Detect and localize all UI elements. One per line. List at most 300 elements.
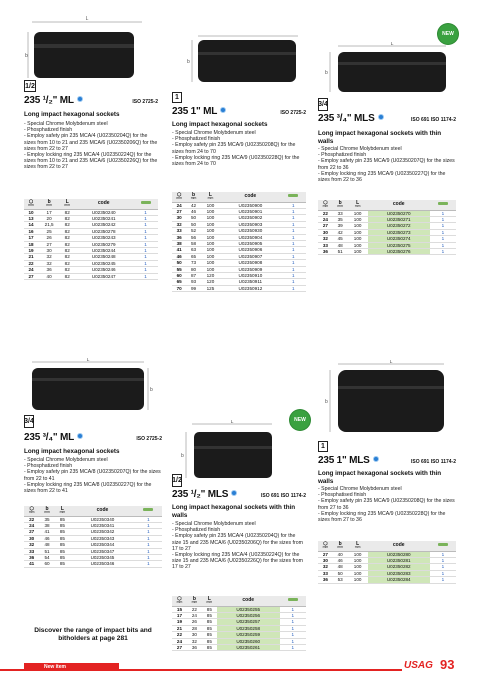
drive-size-badge: 1/2: [24, 80, 36, 92]
stock-cell: 1: [280, 619, 306, 625]
stock-cell: 1: [281, 215, 306, 221]
code-cell: U02350274: [368, 236, 430, 242]
header-unit: mm: [337, 545, 344, 550]
stock-cell: 1: [430, 248, 456, 254]
feature-item: - Phosphatised finish: [318, 492, 367, 499]
stock-cell: 1: [281, 285, 306, 291]
l-cell: 100: [348, 242, 368, 248]
header-symbol: code: [244, 193, 257, 200]
size-cell: 19: [172, 619, 187, 625]
code-cell: U02350270: [368, 210, 430, 216]
stock-cell: 1: [430, 210, 456, 216]
stock-cell: 1: [281, 234, 306, 240]
b-cell: 36: [38, 267, 60, 273]
size-cell: 32: [318, 236, 333, 242]
product-model: 235 ¹/₂" ML: [24, 95, 74, 106]
feature-list: [318, 146, 456, 183]
b-cell: 63: [186, 247, 200, 253]
l-cell: 85: [202, 625, 217, 631]
b-cell: 24: [187, 612, 202, 618]
code-cell: U02350902: [220, 215, 280, 221]
product-model: 235 ³/₄" ML: [24, 432, 75, 443]
l-cell: 100: [201, 266, 220, 272]
b-cell: 48: [39, 542, 54, 548]
l-cell: 100: [201, 253, 220, 259]
feature-item: - Employ safety pin 235 MCA/9 (U02350207Q) for the sizes from 22 to 36: [318, 158, 455, 171]
size-cell: 50: [172, 260, 186, 266]
header-unit: mm: [322, 545, 329, 550]
size-cell: 36: [318, 248, 333, 254]
table-header-row: [318, 541, 456, 551]
product-title: Long impact hexagonal sockets: [172, 121, 268, 128]
size-cell: 22: [24, 260, 38, 266]
size-cell: 30: [172, 215, 186, 221]
socket-drawing-3: [316, 42, 456, 100]
size-cell: 30: [24, 535, 39, 541]
header-symbol: L: [356, 199, 360, 206]
b-cell: 21,5: [38, 222, 60, 228]
stock-cell: 1: [280, 632, 306, 638]
stock-cell: 1: [281, 247, 306, 253]
column-header: [55, 506, 70, 516]
l-cell: 82: [60, 228, 74, 234]
column-header: [430, 200, 456, 210]
promo-text: Discover the range of impact bits and bitholders at page 281: [34, 627, 152, 643]
l-cell: 85: [202, 619, 217, 625]
size-cell: 70: [172, 285, 186, 291]
code-cell: U02350908: [220, 260, 280, 266]
b-cell: 42: [186, 202, 200, 208]
brand-logo: USAG: [404, 660, 433, 671]
l-cell: 100: [201, 221, 220, 227]
new-badge: NEW: [290, 410, 310, 430]
new-item-legend: New item: [24, 663, 119, 671]
table-header-row: [172, 596, 306, 606]
l-cell: 82: [60, 215, 74, 221]
spec-table: [24, 506, 162, 568]
socket-drawing-5: [172, 420, 292, 492]
table-row: [172, 644, 306, 650]
size-cell: 15: [172, 606, 187, 612]
code-cell: U02350248: [74, 254, 133, 260]
drive-size-badge: 1/2: [172, 474, 182, 487]
column-header: [281, 192, 306, 202]
code-cell: U02350912: [220, 285, 280, 291]
b-cell: 39: [333, 223, 348, 229]
header-symbol: b: [45, 505, 49, 512]
l-cell: 85: [55, 554, 70, 560]
column-header: [201, 192, 220, 202]
l-cell: 82: [60, 209, 74, 215]
column-header: [202, 596, 217, 606]
stock-cell: 1: [135, 535, 162, 541]
header-symbol: ⬡: [176, 191, 182, 198]
code-cell: U02350278: [74, 228, 133, 234]
stock-cell: 1: [135, 548, 162, 554]
b-cell: 46: [186, 208, 200, 214]
stock-cell: 1: [133, 267, 158, 273]
b-cell: 32: [38, 260, 60, 266]
feature-item: - Employ locking ring 235 MCA/9 (U02350228Q) for the sizes from 24 to 70: [172, 154, 300, 168]
b-cell: 22: [187, 606, 202, 612]
code-cell: U02350906: [220, 247, 280, 253]
size-cell: 27: [318, 551, 333, 557]
l-cell: 100: [201, 202, 220, 208]
stock-cell: 1: [280, 638, 306, 644]
blue-dot-icon: [220, 107, 226, 113]
b-cell: 45: [333, 236, 348, 242]
b-cell: 35: [333, 216, 348, 222]
stock-cell: 1: [280, 644, 306, 650]
socket-drawing-2: [172, 30, 304, 88]
b-cell: 26: [187, 619, 202, 625]
b-cell: 20: [38, 215, 60, 221]
header-symbol: code: [242, 597, 255, 604]
b-cell: 48: [333, 564, 348, 570]
size-cell: 33: [24, 548, 39, 554]
header-unit: mm: [191, 600, 198, 605]
l-cell: 120: [201, 272, 220, 278]
code-cell: U02350910: [220, 272, 280, 278]
stock-cell: 1: [430, 242, 456, 248]
product-model: 235 ¹/₂" MLS: [172, 489, 229, 500]
feature-list: [24, 457, 162, 494]
size-cell: 18: [24, 241, 38, 247]
b-cell: 73: [186, 260, 200, 266]
size-cell: 41: [172, 247, 186, 253]
product-model: 235 1" ML: [172, 106, 218, 117]
header-unit: mm: [206, 600, 213, 605]
code-cell: U02350256: [217, 612, 280, 618]
b-cell: 38: [39, 522, 54, 528]
column-header: [348, 200, 368, 210]
code-cell: U02350904: [220, 234, 280, 240]
size-cell: 24: [24, 522, 39, 528]
stock-cell: 1: [280, 612, 306, 618]
code-cell: U02350257: [217, 619, 280, 625]
b-cell: 36: [187, 644, 202, 650]
stock-cell: 1: [430, 223, 456, 229]
column-header: [333, 541, 348, 551]
blue-dot-icon: [231, 490, 237, 496]
iso-standard: ISO 2725-2: [280, 110, 306, 116]
header-symbol: b: [47, 198, 51, 205]
l-cell: 82: [60, 241, 74, 247]
column-header: [74, 199, 133, 209]
table-row: [318, 577, 456, 583]
size-cell: 32: [172, 221, 186, 227]
l-cell: 85: [55, 529, 70, 535]
svg-text:b: b: [25, 53, 28, 59]
header-unit: mm: [64, 203, 71, 208]
code-cell: U02350903: [220, 221, 280, 227]
l-cell: 100: [348, 570, 368, 576]
column-header: [333, 200, 348, 210]
code-cell: U02350280: [368, 551, 430, 557]
stock-cell: 1: [281, 228, 306, 234]
feature-item: - Employ locking ring 235 MCA/4 (U02350224Q) for the sizes from 10 to 21 and 235 MCA/6 (U02350226Q) for the sizes from 22 to 27: [24, 152, 158, 171]
header-symbol: b: [338, 540, 342, 547]
stock-cell: 1: [133, 228, 158, 234]
size-cell: 16: [24, 228, 38, 234]
code-cell: U02350901: [220, 208, 280, 214]
feature-item: - Employ safety pin 235 MCA/4 (U02350204Q) for the sizes from 10 to 21 and 235 MCA/6 (U02350206Q) for the sizes from 22 to 27: [24, 133, 158, 152]
iso-standard: ISO 691 ISO 1174-2: [260, 493, 306, 499]
feature-item: - Employ locking ring 235 MCA/4 (U02350224Q) for the size 15 and 235 MCA/6 (U02350226Q) for the sizes from 17 to 27: [172, 552, 303, 571]
l-cell: 100: [348, 223, 368, 229]
feature-item: - Employ safety pin 235 MCA/8 (U02350207Q) for the sizes from 22 to 41: [24, 469, 161, 482]
feature-item: - Employ locking ring 235 MCA/9 (U02350227Q) for the sizes from 22 to 36: [318, 170, 446, 184]
b-cell: 40: [38, 273, 60, 279]
code-cell: U02350258: [217, 625, 280, 631]
size-cell: 17: [24, 235, 38, 241]
b-cell: 50: [333, 570, 348, 576]
svg-text:L: L: [86, 358, 90, 363]
stock-cell: 1: [430, 236, 456, 242]
size-cell: 36: [318, 577, 333, 583]
code-cell: U02350259: [217, 632, 280, 638]
l-cell: 85: [202, 606, 217, 612]
code-cell: U02350347: [70, 548, 135, 554]
stock-cell: 1: [281, 240, 306, 246]
stock-cell: 1: [133, 215, 158, 221]
size-cell: 21: [24, 254, 38, 260]
feature-item: - Employ safety pin 235 MCA/9 (U02350208Q) for the sizes from 24 to 70: [172, 142, 296, 155]
feature-item: - Phosphatized finish: [24, 127, 73, 134]
code-cell: U02350271: [368, 216, 430, 222]
header-unit: mm: [46, 203, 52, 208]
stock-cell: 1: [135, 522, 162, 528]
table-row: [24, 561, 162, 567]
b-cell: 27: [38, 241, 60, 247]
size-cell: 32: [24, 542, 39, 548]
l-cell: 100: [348, 236, 368, 242]
header-symbol: L: [65, 198, 69, 205]
product-model: 235 ³/₄" MLS: [318, 113, 375, 124]
stock-cell: 1: [430, 551, 456, 557]
header-symbol: ⬡: [28, 198, 34, 205]
stock-cell: 1: [133, 235, 158, 241]
b-cell: 48: [333, 242, 348, 248]
l-cell: 100: [201, 234, 220, 240]
l-cell: 125: [201, 285, 220, 291]
stock-cell: 1: [280, 606, 306, 612]
size-cell: 14: [24, 222, 38, 228]
size-cell: 19: [24, 247, 38, 253]
header-symbol: ⬡: [29, 505, 34, 512]
socket-drawing-4: [22, 358, 158, 420]
iso-standard: ISO 2725-2: [136, 436, 162, 442]
svg-text:L: L: [389, 360, 393, 365]
table-row: [172, 285, 306, 291]
code-cell: U02350261: [217, 644, 280, 650]
svg-text:L: L: [230, 420, 234, 425]
code-cell: U02350905: [220, 240, 280, 246]
header-symbol: b: [338, 199, 342, 206]
stock-cell: 1: [281, 208, 306, 214]
stock-cell: 1: [133, 247, 158, 253]
stock-cell: 1: [135, 554, 162, 560]
l-cell: 82: [60, 222, 74, 228]
table-header-row: [24, 506, 162, 516]
size-cell: 46: [172, 253, 186, 259]
column-header: [217, 596, 280, 606]
iso-standard: ISO 2725-2: [132, 99, 158, 105]
size-cell: 32: [318, 564, 333, 570]
socket-drawing-6: [316, 360, 456, 440]
spec-table: [24, 199, 158, 280]
column-header: [348, 541, 368, 551]
size-cell: 27: [24, 529, 39, 535]
b-cell: 51: [39, 548, 54, 554]
b-cell: 80: [186, 266, 200, 272]
l-cell: 82: [60, 247, 74, 253]
b-cell: 93: [186, 279, 200, 285]
stock-cell: 1: [281, 266, 306, 272]
feature-item: - Special Chrome Molybdenum steel: [172, 521, 256, 527]
code-cell: U02350279: [74, 241, 133, 247]
stock-cell: 1: [430, 216, 456, 222]
code-cell: U02350260: [217, 638, 280, 644]
column-header: [186, 192, 200, 202]
stock-cell: 1: [281, 221, 306, 227]
l-cell: 100: [348, 248, 368, 254]
socket-drawing-1: [22, 14, 152, 89]
code-cell: U02350240: [74, 209, 133, 215]
header-symbol: ⬡: [323, 540, 328, 547]
b-cell: 25: [38, 228, 60, 234]
header-symbol: code: [392, 542, 405, 549]
b-cell: 32: [187, 638, 202, 644]
b-cell: 56: [186, 234, 200, 240]
stock-cell: 1: [281, 272, 306, 278]
size-cell: 24: [172, 202, 186, 208]
l-cell: 82: [60, 260, 74, 266]
feature-item: - Employ safety pin 235 MCA/4 (U02350204Q) for the size 15 and 235 MCA/6 (U02350206Q) for the sizes from 17 to 27: [172, 533, 303, 552]
code-cell: U02350247: [74, 273, 133, 279]
size-cell: 27: [318, 223, 333, 229]
code-cell: U02350900: [220, 202, 280, 208]
stock-cell: 1: [430, 577, 456, 583]
product-model: 235 1" MLS: [318, 455, 370, 466]
l-cell: 85: [55, 548, 70, 554]
drive-size-badge: 3/4: [318, 98, 328, 111]
feature-item: - Special Chrome Molybdenum steel: [318, 146, 402, 152]
code-cell: U02350255: [217, 606, 280, 612]
table-row: [24, 273, 158, 279]
header-symbol: code: [97, 200, 110, 207]
code-cell: U02350909: [220, 266, 280, 272]
svg-text:b: b: [181, 453, 184, 459]
new-badge: NEW: [438, 24, 458, 44]
column-header: [318, 200, 333, 210]
size-cell: 22: [172, 632, 187, 638]
size-cell: 33: [318, 242, 333, 248]
column-header: [187, 596, 202, 606]
stock-cell: 1: [135, 529, 162, 535]
column-header: [430, 541, 456, 551]
b-cell: 54: [39, 554, 54, 560]
stock-cell: 1: [281, 253, 306, 259]
b-cell: 30: [38, 247, 60, 253]
header-symbol: L: [208, 191, 212, 198]
code-cell: U02350345: [70, 554, 135, 560]
table-header-row: [24, 199, 158, 209]
column-header: [368, 200, 430, 210]
l-cell: 100: [201, 240, 220, 246]
header-unit: mm: [354, 545, 361, 550]
code-cell: U02350344: [70, 542, 135, 548]
l-cell: 100: [348, 564, 368, 570]
table-header-row: [318, 200, 456, 210]
l-cell: 85: [55, 535, 70, 541]
spec-table: [172, 192, 306, 292]
column-header: [24, 199, 38, 209]
l-cell: 100: [348, 216, 368, 222]
column-header: [318, 541, 333, 551]
svg-text:b: b: [187, 59, 190, 65]
column-header: [368, 541, 430, 551]
code-cell: U02350346: [70, 561, 135, 567]
b-cell: 46: [39, 535, 54, 541]
size-cell: 22: [24, 516, 39, 522]
size-cell: 10: [24, 209, 38, 215]
l-cell: 85: [202, 638, 217, 644]
b-cell: 26: [38, 235, 60, 241]
stock-cell: 1: [135, 516, 162, 522]
l-cell: 100: [201, 247, 220, 253]
header-unit: mm: [354, 204, 361, 209]
b-cell: 32: [38, 254, 60, 260]
spec-table: [318, 541, 456, 584]
stock-cell: 1: [281, 260, 306, 266]
b-cell: 99: [186, 285, 200, 291]
feature-list: [172, 130, 306, 167]
l-cell: 82: [60, 273, 74, 279]
b-cell: 40: [333, 551, 348, 557]
code-cell: U02350930: [220, 228, 280, 234]
l-cell: 100: [201, 208, 220, 214]
svg-text:b: b: [325, 70, 328, 76]
b-cell: 50: [186, 221, 200, 227]
size-cell: 27: [172, 208, 186, 214]
column-header: [220, 192, 280, 202]
l-cell: 85: [202, 644, 217, 650]
header-symbol: b: [192, 595, 196, 602]
l-cell: 100: [201, 228, 220, 234]
feature-item: - Employ locking ring 235 MCA/8 (U02350227Q) for the sizes from 22 to 41: [24, 481, 152, 495]
l-cell: 120: [201, 279, 220, 285]
stock-cell: 1: [430, 229, 456, 235]
stock-cell: 1: [280, 625, 306, 631]
blue-dot-icon: [378, 114, 384, 120]
spec-table: [318, 200, 456, 255]
size-cell: 30: [318, 229, 333, 235]
column-header: [280, 596, 306, 606]
stock-cell: 1: [135, 561, 162, 567]
size-cell: 27: [172, 644, 187, 650]
code-cell: U02350911: [220, 279, 280, 285]
feature-list: [24, 121, 158, 171]
l-cell: 82: [60, 235, 74, 241]
stock-cell: 1: [281, 202, 306, 208]
stock-cell: 1: [133, 241, 158, 247]
code-cell: U02350282: [368, 564, 430, 570]
b-cell: 41: [39, 529, 54, 535]
feature-item: - Phosphatized finish: [318, 152, 367, 159]
stock-cell: 1: [133, 222, 158, 228]
svg-text:b: b: [325, 399, 328, 405]
